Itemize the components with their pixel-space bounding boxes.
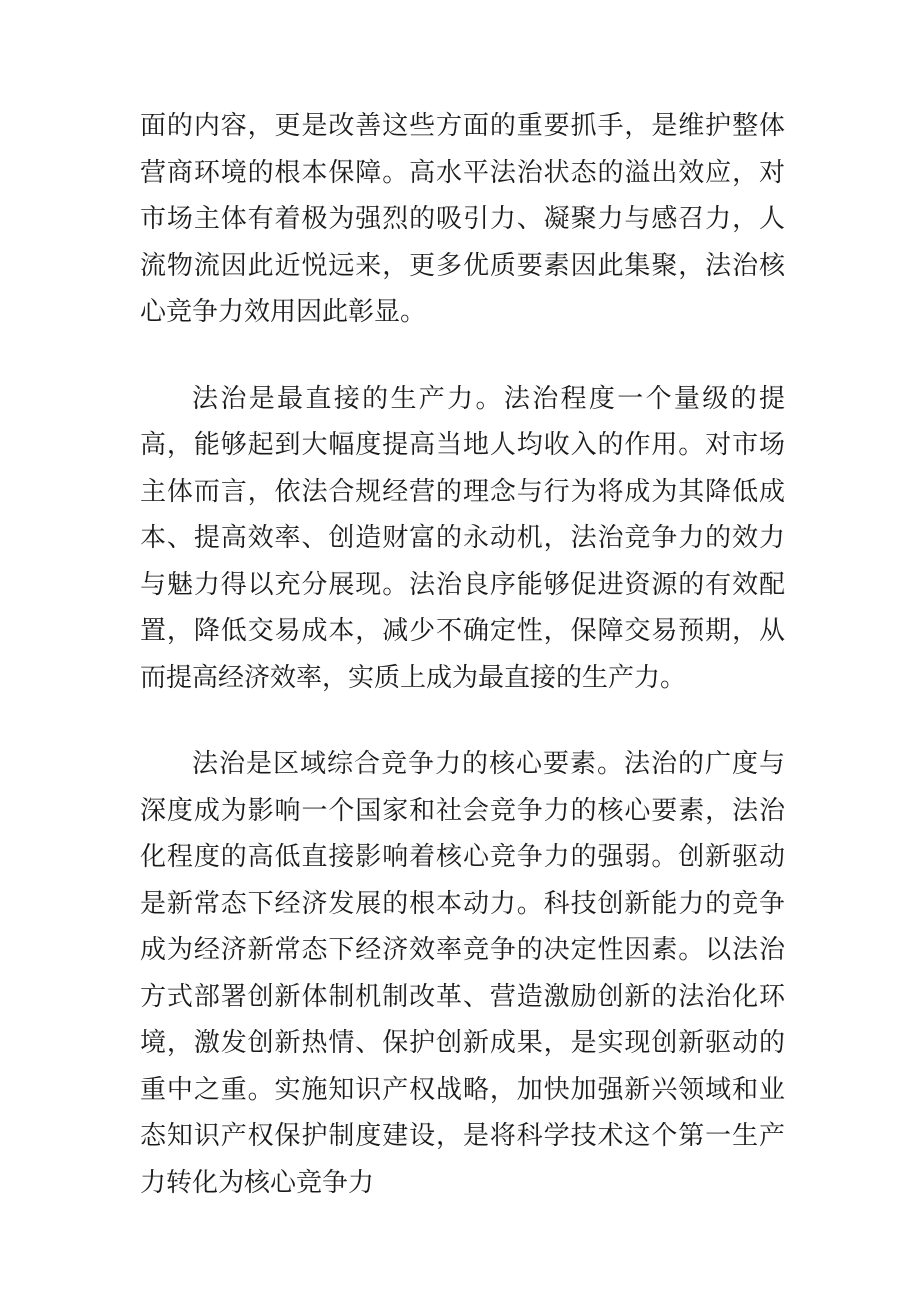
document-body: [140, 103, 785, 1206]
paragraph-continuation: 面的内容，更是改善这些方面的重要抓手，是维护整体营商环境的根本保障。高水平法治状态的溢出效应，对市场主体有着极为强烈的吸引力、凝聚力与感召力，人流物流因此近悦远来，更多优质要素因此集聚，法治核心竞争力效用因此彰显。: [140, 111, 785, 327]
paragraph-productivity: 法治是最直接的生产力。法治程度一个量级的提高，能够起到大幅度提高当地人均收入的作用。对市场主体而言，依法合规经营的理念与行为将成为其降低成本、提高效率、创造财富的永动机，法治竞争力的效力与魅力得以充分展现。法治良序能够促进资源的有效配置，降低交易成本，减少不确定性，保障交易预期，从而提高经济效率，实质上成为最直接的生产力。: [140, 383, 785, 693]
paragraph-gap: [140, 336, 785, 376]
paragraph-gap: [140, 701, 785, 741]
paragraph-regional-competitiveness: 法治是区域综合竞争力的核心要素。法治的广度与深度成为影响一个国家和社会竞争力的核心要素，法治化程度的高低直接影响着核心竞争力的强弱。创新驱动是新常态下经济发展的根本动力。科技创新能力的竞争成为经济新常态下经济效率竞争的决定性因素。以法治方式部署创新体制机制改革、营造激励创新的法治化环境，激发创新热情、保护创新成果，是实现创新驱动的重中之重。实施知识产权战略，加快加强新兴领域和业态知识产权保护制度建设，是将科学技术这个第一生产力转化为核心竞争力: [140, 749, 785, 1198]
